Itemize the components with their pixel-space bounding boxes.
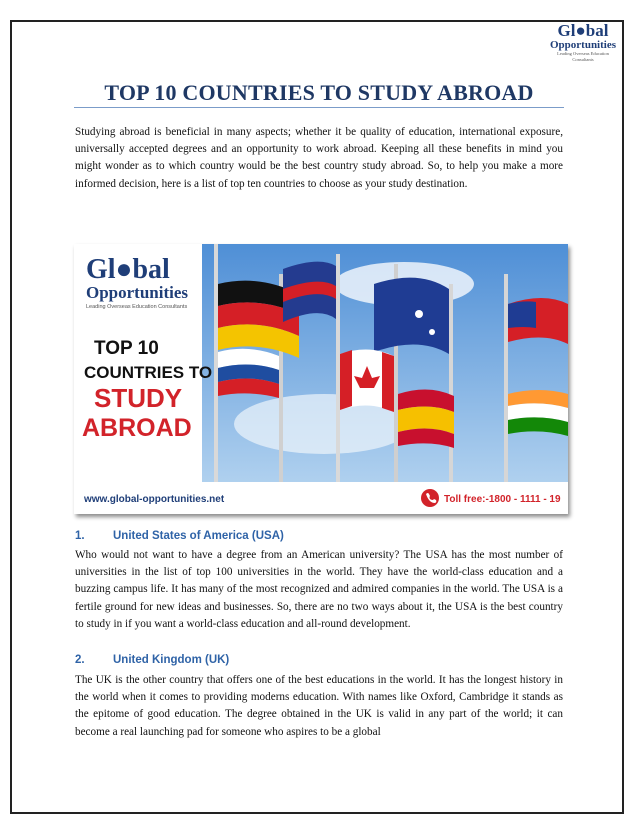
banner-headline-1: TOP 10 <box>94 338 159 359</box>
banner-logo-tagline: Leading Overseas Education Consultants <box>86 304 188 310</box>
banner-headline-4: ABROAD <box>82 414 192 442</box>
banner-headline-2: COUNTRIES TO <box>84 363 213 382</box>
section-heading-usa <box>75 530 284 542</box>
section-body-usa: Who would not want to have a degree from an American university? The USA has the most number of universities in the list of top 100 universities in the world. They have the world-class education and a buzzing campus life. It has many of the most recognized and admired companies in the world. The USA is a fertile ground for new ideas and businesses. So, there are no two ways about it, the USA is the best country to study in if you want a world-class education and all-round development. <box>75 549 563 630</box>
section-title: United States of America (USA) <box>113 530 284 542</box>
logo-tagline: Leading Overseas Education Consultants <box>557 51 609 62</box>
banner-logo-line1: Gl●bal <box>86 254 170 285</box>
phone-icon <box>421 489 439 507</box>
banner-image <box>74 244 568 514</box>
section-number: 1. <box>75 530 85 542</box>
logo-line1: Gl●bal <box>557 21 609 40</box>
title-divider <box>74 107 564 108</box>
intro-paragraph: Studying abroad is beneficial in many aspects; whether it be quality of education, international exposure, universally accepted degrees and an opportunity to work abroad. Keeping all these benefits in mind you might wonder as to which country would be the best country study abroad. So, to help you make a more informed decision, here is a list of top ten countries to choose as your study destination. <box>75 126 563 190</box>
banner-headline-3: STUDY <box>94 383 183 413</box>
banner-website: www.global-opportunities.net <box>84 494 225 505</box>
logo-line2: Opportunities <box>549 39 616 51</box>
section-number: 2. <box>75 654 85 666</box>
banner-tollfree: Toll free:-1800 - 1111 - 19 <box>444 494 561 505</box>
header-logo <box>548 22 618 66</box>
section-body-uk: The UK is the other country that offers one of the best educations in the world. It has the longest history in the world when it comes to providing moderns education. With names like Oxford, Cambridge it stands as the epitome of good education. The degree obtained in the UK is valid in any part of the world; it can become a real launching pad for someone who aspires to be a global <box>75 674 563 738</box>
section-heading-uk <box>75 654 229 666</box>
page-title: TOP 10 COUNTRIES TO STUDY ABROAD <box>104 80 534 105</box>
banner-logo-line2: Opportunities <box>86 283 189 302</box>
section-title: United Kingdom (UK) <box>113 654 230 666</box>
